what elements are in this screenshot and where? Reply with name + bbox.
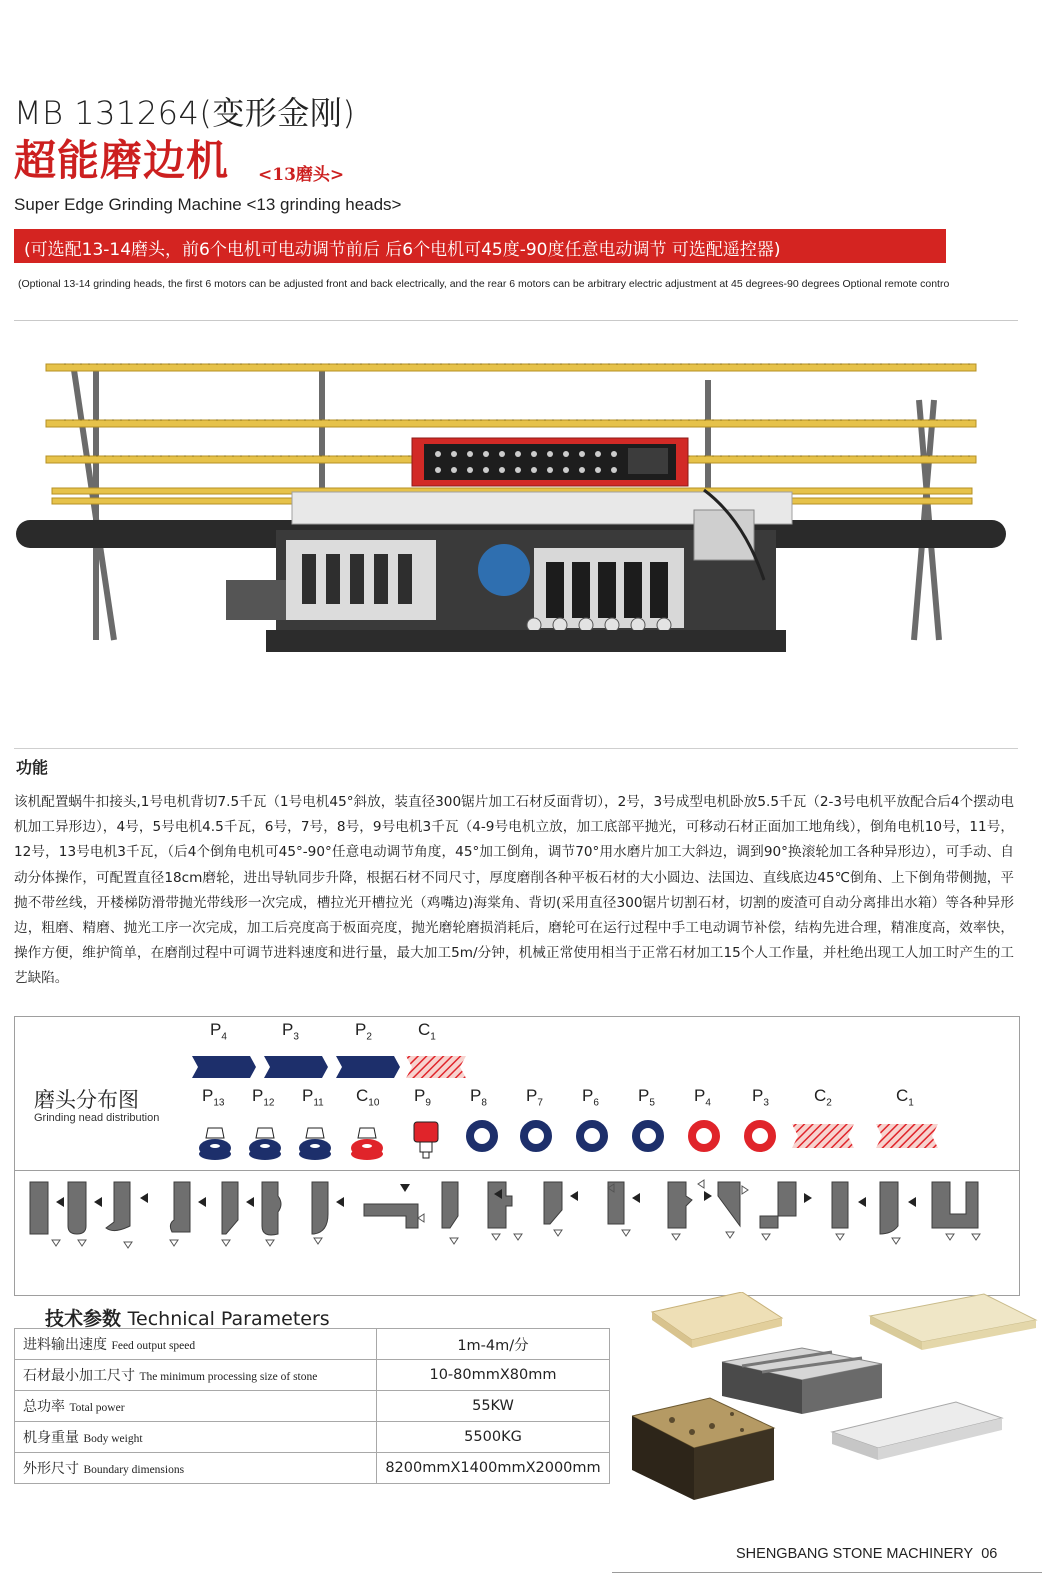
table-row: [15, 1360, 610, 1391]
param-value: 8200mmX1400mmX2000mm: [377, 1453, 610, 1484]
profile-wedge: [718, 1182, 740, 1226]
wheel-p4b: [692, 1124, 716, 1148]
head-label: $P_5$: [638, 1086, 655, 1109]
tech-params-heading: 技术参数 Technical Parameters: [45, 1308, 330, 1330]
model-number: MB 131264(变形金刚): [14, 94, 356, 132]
machine-photo: [14, 340, 1014, 670]
option-banner-text: (可选配13-14磨头，前6个电机可电动调节前后 后6个电机可45度-90度任意电动调节 可选配遥控器): [24, 240, 781, 260]
head-label: $P_{12}$: [252, 1086, 275, 1109]
profile-slant: [544, 1182, 562, 1224]
wheel-p13: [199, 1128, 231, 1160]
tech-params-table: [14, 1328, 610, 1484]
wheel-p5: [636, 1124, 660, 1148]
head-label: $P_3$: [752, 1086, 769, 1109]
option-text-en: (Optional 13-14 grinding heads, the first 6 motors can be adjusted front and back electrically, and the rear 6 motors can be arbitrary electric adjustment at 45 degrees-90 degrees Optional remote contro: [18, 278, 950, 290]
profile-drip: [608, 1182, 624, 1224]
head-label: $P_{13}$: [202, 1086, 225, 1109]
edge-profiles: [22, 1176, 1012, 1288]
head-label: $P_9$: [414, 1086, 431, 1109]
stone-samples-photo: [632, 1292, 1038, 1514]
wheel-c2: [792, 1124, 854, 1148]
profile-round: [68, 1182, 86, 1234]
head-label: $P_{11}$: [302, 1086, 324, 1109]
table-row: [15, 1422, 610, 1453]
head-label: $P_3$: [282, 1020, 299, 1043]
profile-ogee: [106, 1182, 130, 1231]
param-name: 外形尺寸 Boundary dimensions: [15, 1453, 377, 1484]
table-row: [15, 1391, 610, 1422]
profile-half-round: [312, 1182, 328, 1234]
wheel-p3b: [748, 1124, 772, 1148]
divider: [14, 748, 1018, 749]
profile-flat: [30, 1182, 48, 1234]
profile-bullnose: [364, 1204, 418, 1228]
wheel-p6: [580, 1124, 604, 1148]
distribution-subtitle: Grinding nead distribution: [34, 1112, 160, 1124]
param-value: 1m-4m/分: [377, 1329, 610, 1360]
wheel-p11: [299, 1128, 331, 1160]
head-label: $C_1$: [418, 1020, 436, 1043]
profile-double: [262, 1182, 281, 1235]
profile-bevel: [222, 1182, 238, 1234]
brand-name: SHENGBANG STONE MACHINERY: [736, 1546, 974, 1562]
head-label: $P_4$: [210, 1020, 227, 1043]
param-name: 总功率 Total power: [15, 1391, 377, 1422]
param-value: 5500KG: [377, 1422, 610, 1453]
param-name: 机身重量 Body weight: [15, 1422, 377, 1453]
wheel-p7: [524, 1124, 548, 1148]
profile-cove: [880, 1182, 898, 1234]
param-name: 石材最小加工尺寸 The minimum processing size of stone: [15, 1360, 377, 1391]
footer-divider: [612, 1572, 1042, 1573]
wheel-p2: [336, 1056, 400, 1078]
wheel-c1b: [876, 1124, 938, 1148]
wheel-p4: [192, 1056, 256, 1078]
param-name: 进料输出速度 Feed output speed: [15, 1329, 377, 1360]
wheel-c10: [351, 1128, 383, 1160]
head-label: $P_4$: [694, 1086, 711, 1109]
profile-flat-b: [832, 1182, 848, 1228]
function-heading: 功能: [16, 758, 49, 777]
top-row-heads: [190, 1054, 480, 1080]
wheel-p3: [264, 1056, 328, 1078]
product-title-heads: <13磨头>: [258, 165, 345, 185]
head-label: $C_1$: [896, 1086, 914, 1109]
divider: [14, 320, 1018, 321]
wheel-c1: [406, 1056, 466, 1078]
page-footer: [736, 1546, 997, 1562]
profile-stair: [760, 1182, 796, 1228]
profile-u-groove: [932, 1182, 978, 1228]
param-value: 55KW: [377, 1391, 610, 1422]
head-label: $C_{10}$: [356, 1086, 380, 1109]
wheel-p8: [470, 1124, 494, 1148]
head-label: $P_6$: [582, 1086, 599, 1109]
page-number: 06: [981, 1546, 998, 1562]
distribution-divider: [14, 1170, 1020, 1171]
product-title-cn: 超能磨边机: [14, 136, 230, 185]
profile-groove: [488, 1182, 512, 1228]
wheel-p12: [249, 1128, 281, 1160]
profile-french: [668, 1182, 692, 1228]
table-row: [15, 1329, 610, 1360]
head-label: $P_7$: [526, 1086, 543, 1109]
product-title-en: Super Edge Grinding Machine <13 grinding heads>: [14, 195, 402, 214]
head-label: $P_2$: [355, 1020, 372, 1043]
profile-chamfer: [442, 1182, 458, 1228]
table-row: [15, 1453, 610, 1484]
head-label: $C_2$: [814, 1086, 832, 1109]
param-value: 10-80mmX80mm: [377, 1360, 610, 1391]
wheel-p9: [414, 1122, 438, 1158]
distribution-title: 磨头分布图: [34, 1088, 139, 1112]
function-description: 该机配置蜗牛扣接头,1号电机背切7.5千瓦（1号电机45°斜放，装直径300锯片加工石材反面背切），2号，3号成型电机卧放5.5千瓦（2-3号电机平放配合后4个摆动电机加工异形边），4号，5号电机4.5千瓦，6号，7号，8号，9号电机3千瓦（4-9号电机立放，加工底部平抛光，可移动石材正面加工地角线），倒角电机10号，11号，12号，13号电机3千瓦，（后4个倒角电机可45°-90°任意电动调节角度，45°加工倒角，调节70°用水磨片加工大斜边，调到90°换滚轮加工各种异形边），可手动、自动分体操作，可配置直径18cm磨轮，进出导轨同步升降，根据石材不同尺寸，厚度磨削各种平板石材的大小圆边、法国边、直线底边45℃倒角、上下倒角带侧抛，平抛不带丝线，开楼梯防滑带抛光带线形一次完成，槽拉光开槽拉光（鸡嘴边)海棠角、背切(采用直径300锯片切割石材，切割的废渣可自动分离排出水箱）等各种异形边，粗磨、精磨、抛光工序一次完成，加工后亮度高于板面亮度，抛光磨轮磨损消耗后，磨轮可在运行过程中手工电动调节补偿，结构先进合理，精准度高，效率快，操作方便，维护简单，在磨削过程中可调节进料速度和进行量，最大加工5m/分钟，机械正常使用相当于正常石材加工15个人工作量，并杜绝出现工人加工时产生的工艺缺陷。: [14, 794, 1014, 987]
bottom-row-heads: [190, 1118, 950, 1170]
profile-step: [170, 1182, 190, 1232]
head-label: $P_8$: [470, 1086, 487, 1109]
